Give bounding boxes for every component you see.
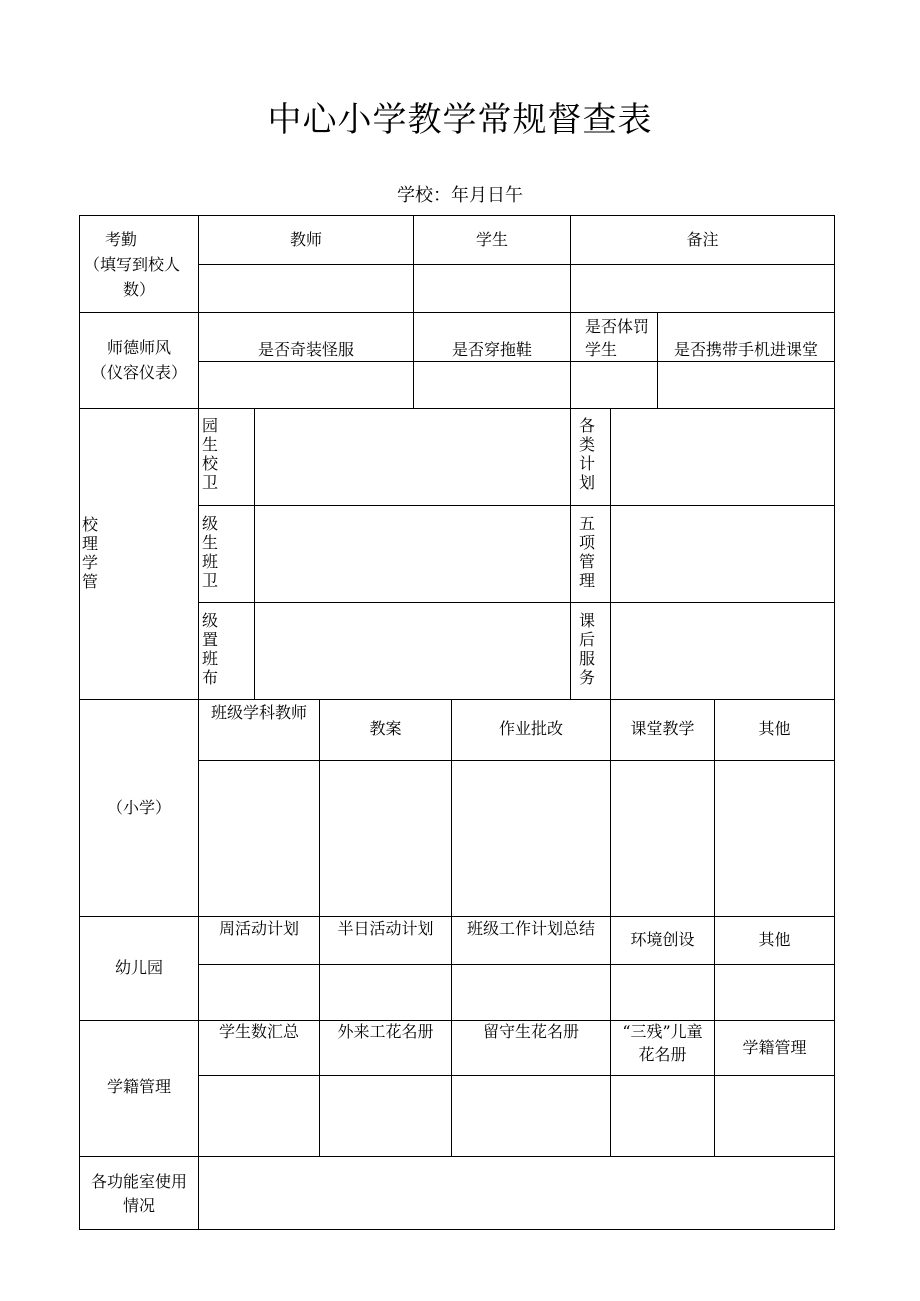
management-left-1: 园生校卫: [202, 416, 219, 492]
management-right-3: 课后服务: [579, 611, 596, 687]
col-teacher: 教师: [289, 230, 322, 249]
kg-header-2: 半日活动计划: [337, 919, 434, 938]
ethics-col-3a: 是否体罚: [585, 317, 650, 336]
kg-header-4: 环境创设: [630, 930, 695, 949]
primary-header-3: 作业批改: [498, 719, 563, 738]
kg-header-3: 班级工作计划总结: [466, 919, 595, 938]
page-title: 中心小学教学常规督查表: [267, 100, 653, 140]
attendance-label-2: （填写到校人: [84, 255, 181, 274]
kg-header-5: 其他: [758, 930, 791, 949]
ethics-col-1: 是否奇装怪服: [257, 340, 354, 359]
attendance-label-3: 数）: [123, 280, 156, 299]
primary-header-4: 课堂教学: [630, 719, 695, 738]
management-label: 校理学管: [82, 515, 99, 591]
kg-header-1: 周活动计划: [218, 919, 299, 938]
ethics-label-1: 师德师风: [106, 338, 171, 357]
ethics-col-2: 是否穿拖鞋: [451, 340, 532, 359]
registry-label: 学籍管理: [106, 1077, 171, 1096]
registry-header-2: 外来工花名册: [337, 1022, 434, 1041]
registry-header-4a: “三残”儿童: [622, 1022, 703, 1041]
registry-header-3: 留守生花名册: [482, 1022, 579, 1041]
primary-header-2: 教案: [369, 719, 402, 738]
ethics-col-4: 是否携带手机进课堂: [673, 340, 818, 359]
col-remark: 备注: [686, 230, 719, 249]
primary-label: （小学）: [106, 798, 171, 817]
primary-header-5: 其他: [758, 719, 791, 738]
management-left-3: 级置班布: [202, 611, 219, 687]
school-date-line: 学校：年月日午: [397, 185, 523, 206]
registry-header-5: 学籍管理: [742, 1038, 807, 1057]
registry-header-4b: 花名册: [638, 1045, 687, 1064]
management-right-1: 各类计划: [579, 416, 596, 492]
primary-header-1: 班级学科教师: [210, 703, 307, 722]
management-right-2: 五项管理: [579, 514, 596, 590]
registry-header-1: 学生数汇总: [218, 1022, 299, 1041]
rooms-label-2: 情况: [122, 1196, 155, 1215]
ethics-col-3b: 学生: [585, 340, 618, 359]
attendance-label-1: 考勤: [105, 230, 138, 249]
management-left-2: 级生班卫: [202, 514, 219, 590]
rooms-label-1: 各功能室使用: [90, 1172, 187, 1191]
kindergarten-label: 幼儿园: [114, 958, 163, 977]
col-student: 学生: [475, 230, 508, 249]
ethics-label-2: （仪容仪表）: [90, 363, 187, 382]
